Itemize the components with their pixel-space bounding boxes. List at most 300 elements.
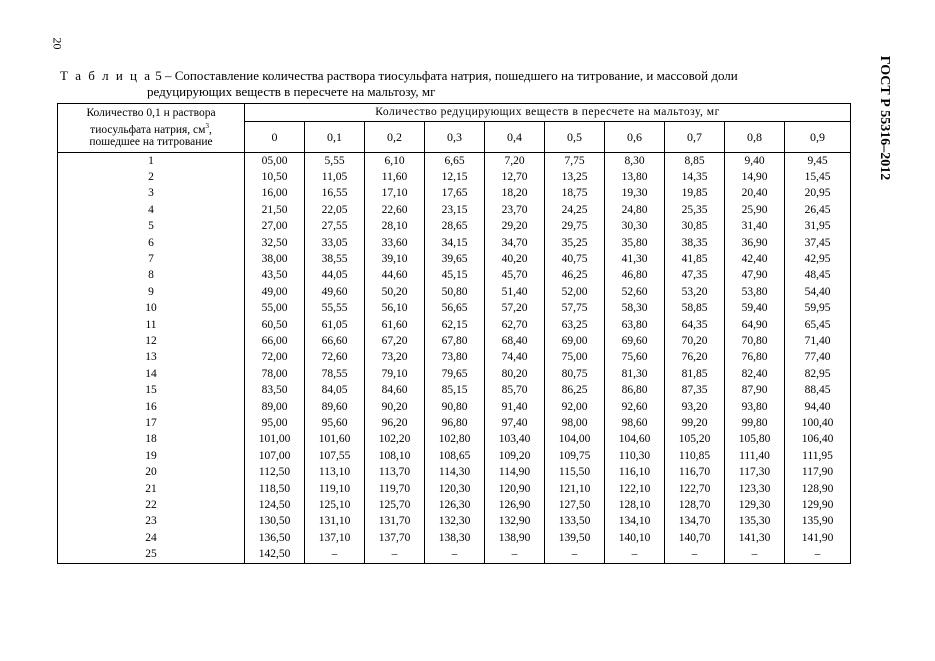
table-row bbox=[58, 251, 851, 267]
table-cell: 79,10 bbox=[365, 366, 425, 382]
table-cell: 42,40 bbox=[725, 251, 785, 267]
table-cell: 109,20 bbox=[485, 448, 545, 464]
table-cell: 17,65 bbox=[425, 186, 485, 202]
table-cell: 66,60 bbox=[305, 333, 365, 349]
table-cell: 108,65 bbox=[425, 448, 485, 464]
table-cell: 133,50 bbox=[545, 514, 605, 530]
column-header: 0,5 bbox=[545, 122, 605, 153]
table-cell: 63,80 bbox=[605, 317, 665, 333]
table-cell: 132,30 bbox=[425, 514, 485, 530]
table-cell: 89,00 bbox=[245, 399, 305, 415]
row-label-cell: 21 bbox=[58, 481, 245, 497]
table-cell: 75,00 bbox=[545, 350, 605, 366]
row-label-cell: 9 bbox=[58, 284, 245, 300]
table-cell: 49,00 bbox=[245, 284, 305, 300]
table-cell: 84,05 bbox=[305, 382, 365, 398]
table-cell: 79,65 bbox=[425, 366, 485, 382]
table-cell: 20,95 bbox=[785, 186, 851, 202]
table-cell: 23,15 bbox=[425, 202, 485, 218]
table-cell: 62,70 bbox=[485, 317, 545, 333]
column-header: 0,4 bbox=[485, 122, 545, 153]
table-cell: 29,75 bbox=[545, 219, 605, 235]
table-row bbox=[58, 530, 851, 546]
table-cell: 110,30 bbox=[605, 448, 665, 464]
table-cell: 111,40 bbox=[725, 448, 785, 464]
table-cell: 7,20 bbox=[485, 153, 545, 170]
row-label-cell: 11 bbox=[58, 317, 245, 333]
table-row bbox=[58, 301, 851, 317]
table-cell: 92,60 bbox=[605, 399, 665, 415]
table-cell: 99,20 bbox=[665, 415, 725, 431]
table-cell: 107,55 bbox=[305, 448, 365, 464]
table-cell: 80,20 bbox=[485, 366, 545, 382]
table-cell: 43,50 bbox=[245, 268, 305, 284]
table-cell: 47,90 bbox=[725, 268, 785, 284]
page-number: 20 bbox=[50, 37, 65, 50]
table-cell: 05,00 bbox=[245, 153, 305, 170]
table-cell: 105,80 bbox=[725, 432, 785, 448]
table-cell: 123,30 bbox=[725, 481, 785, 497]
table-cell: 137,10 bbox=[305, 530, 365, 546]
table-row bbox=[58, 464, 851, 480]
table-cell: 114,30 bbox=[425, 464, 485, 480]
table-cell: 69,00 bbox=[545, 333, 605, 349]
table-cell: 62,15 bbox=[425, 317, 485, 333]
table-cell: 120,90 bbox=[485, 481, 545, 497]
table-cell: 14,90 bbox=[725, 169, 785, 185]
table-cell: 28,65 bbox=[425, 219, 485, 235]
table-cell: 85,15 bbox=[425, 382, 485, 398]
table-cell: – bbox=[305, 546, 365, 563]
table-cell: 22,60 bbox=[365, 202, 425, 218]
table-cell: 8,30 bbox=[605, 153, 665, 170]
table-cell: 50,20 bbox=[365, 284, 425, 300]
table-row bbox=[58, 481, 851, 497]
standard-code: ГОСТ Р 55316–2012 bbox=[877, 55, 892, 181]
table-cell: 27,55 bbox=[305, 219, 365, 235]
table-cell: 89,60 bbox=[305, 399, 365, 415]
table-cell: 7,75 bbox=[545, 153, 605, 170]
table-cell: 33,05 bbox=[305, 235, 365, 251]
row-label-cell: 16 bbox=[58, 399, 245, 415]
table-cell: 44,05 bbox=[305, 268, 365, 284]
table-cell: 45,70 bbox=[485, 268, 545, 284]
table-cell: 47,35 bbox=[665, 268, 725, 284]
table-cell: 41,30 bbox=[605, 251, 665, 267]
table-cell: 31,40 bbox=[725, 219, 785, 235]
table-cell: 38,00 bbox=[245, 251, 305, 267]
table-cell: 67,20 bbox=[365, 333, 425, 349]
table-cell: 88,45 bbox=[785, 382, 851, 398]
table-cell: 19,30 bbox=[605, 186, 665, 202]
table-cell: 54,40 bbox=[785, 284, 851, 300]
table-cell: 59,95 bbox=[785, 301, 851, 317]
table-cell: 98,00 bbox=[545, 415, 605, 431]
table-row bbox=[58, 317, 851, 333]
row-label-cell: 3 bbox=[58, 186, 245, 202]
table-cell: 39,65 bbox=[425, 251, 485, 267]
table-cell: 84,60 bbox=[365, 382, 425, 398]
table-cell: 6,10 bbox=[365, 153, 425, 170]
table-cell: 48,45 bbox=[785, 268, 851, 284]
table-cell: 128,10 bbox=[605, 497, 665, 513]
table-cell: 11,60 bbox=[365, 169, 425, 185]
table-cell: 122,10 bbox=[605, 481, 665, 497]
table-cell: 64,35 bbox=[665, 317, 725, 333]
caption-text-line1: – Сопоставление количества раствора тиосульфата натрия, пошедшего на титрование, и массовой доли bbox=[165, 68, 738, 83]
table-cell: 15,45 bbox=[785, 169, 851, 185]
table-cell: 103,40 bbox=[485, 432, 545, 448]
table-cell: 78,00 bbox=[245, 366, 305, 382]
table-cell: 12,70 bbox=[485, 169, 545, 185]
table-row bbox=[58, 432, 851, 448]
table-cell: 63,25 bbox=[545, 317, 605, 333]
table-cell: 76,20 bbox=[665, 350, 725, 366]
table-cell: 142,50 bbox=[245, 546, 305, 563]
row-label-cell: 24 bbox=[58, 530, 245, 546]
table-cell: 39,10 bbox=[365, 251, 425, 267]
table-cell: 29,20 bbox=[485, 219, 545, 235]
table-cell: 111,95 bbox=[785, 448, 851, 464]
table-cell: 120,30 bbox=[425, 481, 485, 497]
table-cell: 105,20 bbox=[665, 432, 725, 448]
table-cell: 80,75 bbox=[545, 366, 605, 382]
table-cell: 101,60 bbox=[305, 432, 365, 448]
table-cell: 57,75 bbox=[545, 301, 605, 317]
table-cell: 97,40 bbox=[485, 415, 545, 431]
table-cell: 128,90 bbox=[785, 481, 851, 497]
table-cell: 94,40 bbox=[785, 399, 851, 415]
table-cell: 23,70 bbox=[485, 202, 545, 218]
table-cell: 56,65 bbox=[425, 301, 485, 317]
table-cell: 76,80 bbox=[725, 350, 785, 366]
table-cell: 124,50 bbox=[245, 497, 305, 513]
table-cell: 66,00 bbox=[245, 333, 305, 349]
table-cell: 30,85 bbox=[665, 219, 725, 235]
table-cell: 70,20 bbox=[665, 333, 725, 349]
table-cell: 28,10 bbox=[365, 219, 425, 235]
table-cell: 16,00 bbox=[245, 186, 305, 202]
table-row bbox=[58, 497, 851, 513]
table-row bbox=[58, 350, 851, 366]
row-label-cell: 22 bbox=[58, 497, 245, 513]
table-cell: 20,40 bbox=[725, 186, 785, 202]
table-cell: 117,90 bbox=[785, 464, 851, 480]
table-row bbox=[58, 219, 851, 235]
table-cell: 73,80 bbox=[425, 350, 485, 366]
table-cell: 52,00 bbox=[545, 284, 605, 300]
column-header: 0,7 bbox=[665, 122, 725, 153]
row-header-cell bbox=[58, 104, 245, 153]
row-label-cell: 6 bbox=[58, 235, 245, 251]
table-cell: 126,90 bbox=[485, 497, 545, 513]
row-header-line2: тиосульфата натрия, см bbox=[90, 123, 206, 136]
table-cell: 129,90 bbox=[785, 497, 851, 513]
table-cell: 100,40 bbox=[785, 415, 851, 431]
table-cell: 104,00 bbox=[545, 432, 605, 448]
table-cell: 135,90 bbox=[785, 514, 851, 530]
table-cell: 81,85 bbox=[665, 366, 725, 382]
table-cell: 42,95 bbox=[785, 251, 851, 267]
table-cell: 99,80 bbox=[725, 415, 785, 431]
table-cell: 34,70 bbox=[485, 235, 545, 251]
table-cell: 70,80 bbox=[725, 333, 785, 349]
table-cell: 132,90 bbox=[485, 514, 545, 530]
table-cell: 11,05 bbox=[305, 169, 365, 185]
table-cell: 17,10 bbox=[365, 186, 425, 202]
column-header: 0,2 bbox=[365, 122, 425, 153]
table-cell: 71,40 bbox=[785, 333, 851, 349]
table-caption bbox=[60, 68, 850, 100]
table-cell: 122,70 bbox=[665, 481, 725, 497]
table-cell: 125,70 bbox=[365, 497, 425, 513]
table-cell: 116,10 bbox=[605, 464, 665, 480]
row-header-line3: пошедшее на титрование bbox=[89, 136, 213, 149]
column-header: 0,1 bbox=[305, 122, 365, 153]
table-cell: – bbox=[425, 546, 485, 563]
table-cell: 75,60 bbox=[605, 350, 665, 366]
table-row bbox=[58, 546, 851, 563]
table-cell: 24,25 bbox=[545, 202, 605, 218]
table-cell: 19,85 bbox=[665, 186, 725, 202]
table-cell: 18,75 bbox=[545, 186, 605, 202]
row-header-line2-end: , bbox=[208, 123, 212, 136]
table-cell: 87,90 bbox=[725, 382, 785, 398]
row-label-cell: 18 bbox=[58, 432, 245, 448]
table-cell: 91,40 bbox=[485, 399, 545, 415]
table-cell: 26,45 bbox=[785, 202, 851, 218]
table-cell: 106,40 bbox=[785, 432, 851, 448]
table-cell: 44,60 bbox=[365, 268, 425, 284]
table-cell: – bbox=[485, 546, 545, 563]
table-cell: 24,80 bbox=[605, 202, 665, 218]
table-cell: – bbox=[365, 546, 425, 563]
row-label-cell: 4 bbox=[58, 202, 245, 218]
table-cell: 112,50 bbox=[245, 464, 305, 480]
table-cell: 27,00 bbox=[245, 219, 305, 235]
table-row bbox=[58, 366, 851, 382]
table-row bbox=[58, 153, 851, 170]
table-cell: 108,10 bbox=[365, 448, 425, 464]
table-cell: 72,00 bbox=[245, 350, 305, 366]
table-cell: 102,80 bbox=[425, 432, 485, 448]
table-head bbox=[58, 104, 851, 153]
table-cell: 93,20 bbox=[665, 399, 725, 415]
row-label-cell: 14 bbox=[58, 366, 245, 382]
table-cell: 53,20 bbox=[665, 284, 725, 300]
table-cell: 58,30 bbox=[605, 301, 665, 317]
table-cell: 9,45 bbox=[785, 153, 851, 170]
table-cell: 96,20 bbox=[365, 415, 425, 431]
table-row bbox=[58, 415, 851, 431]
data-table bbox=[57, 103, 851, 564]
table-cell: 115,50 bbox=[545, 464, 605, 480]
table-cell: 137,70 bbox=[365, 530, 425, 546]
table-cell: 140,10 bbox=[605, 530, 665, 546]
row-label-cell: 13 bbox=[58, 350, 245, 366]
table-cell: 74,40 bbox=[485, 350, 545, 366]
row-label-cell: 8 bbox=[58, 268, 245, 284]
table-cell: – bbox=[725, 546, 785, 563]
column-header: 0,6 bbox=[605, 122, 665, 153]
table-cell: 37,45 bbox=[785, 235, 851, 251]
table-cell: 95,60 bbox=[305, 415, 365, 431]
table-cell: 102,20 bbox=[365, 432, 425, 448]
table-cell: 114,90 bbox=[485, 464, 545, 480]
group-header: Количество редуцирующих веществ в пересчете на мальтозу, мг bbox=[245, 104, 851, 122]
table-cell: 118,50 bbox=[245, 481, 305, 497]
table-cell: – bbox=[605, 546, 665, 563]
table-cell: 138,30 bbox=[425, 530, 485, 546]
table-cell: 33,60 bbox=[365, 235, 425, 251]
table-cell: 25,35 bbox=[665, 202, 725, 218]
table-cell: 46,25 bbox=[545, 268, 605, 284]
table-cell: 85,70 bbox=[485, 382, 545, 398]
table-cell: 9,40 bbox=[725, 153, 785, 170]
table-cell: 130,50 bbox=[245, 514, 305, 530]
table-cell: 82,40 bbox=[725, 366, 785, 382]
table-cell: 68,40 bbox=[485, 333, 545, 349]
caption-label: Т а б л и ц а bbox=[60, 68, 152, 83]
table-cell: 125,10 bbox=[305, 497, 365, 513]
table-cell: 82,95 bbox=[785, 366, 851, 382]
table-cell: 134,10 bbox=[605, 514, 665, 530]
table-cell: 101,00 bbox=[245, 432, 305, 448]
table-cell: 139,50 bbox=[545, 530, 605, 546]
table-cell: 52,60 bbox=[605, 284, 665, 300]
table-cell: 78,55 bbox=[305, 366, 365, 382]
table-cell: 10,50 bbox=[245, 169, 305, 185]
table-cell: 135,30 bbox=[725, 514, 785, 530]
table-cell: 131,10 bbox=[305, 514, 365, 530]
table-cell: 128,70 bbox=[665, 497, 725, 513]
table-cell: 73,20 bbox=[365, 350, 425, 366]
table-cell: 72,60 bbox=[305, 350, 365, 366]
table-cell: 86,80 bbox=[605, 382, 665, 398]
table-cell: 40,20 bbox=[485, 251, 545, 267]
row-label-cell: 7 bbox=[58, 251, 245, 267]
table-row bbox=[58, 448, 851, 464]
table-cell: 8,85 bbox=[665, 153, 725, 170]
column-header: 0 bbox=[245, 122, 305, 153]
table-cell: 35,80 bbox=[605, 235, 665, 251]
table-cell: 12,15 bbox=[425, 169, 485, 185]
table-cell: 16,55 bbox=[305, 186, 365, 202]
table-cell: 95,00 bbox=[245, 415, 305, 431]
table-cell: – bbox=[665, 546, 725, 563]
row-label-cell: 10 bbox=[58, 301, 245, 317]
table-cell: 35,25 bbox=[545, 235, 605, 251]
table-cell: 25,90 bbox=[725, 202, 785, 218]
column-header: 0,9 bbox=[785, 122, 851, 153]
table-row bbox=[58, 235, 851, 251]
table-cell: 90,80 bbox=[425, 399, 485, 415]
table-cell: 86,25 bbox=[545, 382, 605, 398]
table-cell: 22,05 bbox=[305, 202, 365, 218]
caption-number: 5 bbox=[155, 68, 162, 83]
table-cell: 98,60 bbox=[605, 415, 665, 431]
table-cell: 53,80 bbox=[725, 284, 785, 300]
table-cell: 21,50 bbox=[245, 202, 305, 218]
table-cell: 93,80 bbox=[725, 399, 785, 415]
table-cell: 138,90 bbox=[485, 530, 545, 546]
table-cell: 126,30 bbox=[425, 497, 485, 513]
table-cell: 61,05 bbox=[305, 317, 365, 333]
table-cell: 61,60 bbox=[365, 317, 425, 333]
table-cell: 38,35 bbox=[665, 235, 725, 251]
table-cell: 81,30 bbox=[605, 366, 665, 382]
table-row bbox=[58, 333, 851, 349]
table-cell: 107,00 bbox=[245, 448, 305, 464]
row-label-cell: 2 bbox=[58, 169, 245, 185]
row-label-cell: 12 bbox=[58, 333, 245, 349]
table-row bbox=[58, 284, 851, 300]
table-cell: 46,80 bbox=[605, 268, 665, 284]
table-cell: 56,10 bbox=[365, 301, 425, 317]
table-row bbox=[58, 382, 851, 398]
table-cell: 51,40 bbox=[485, 284, 545, 300]
row-label-cell: 19 bbox=[58, 448, 245, 464]
column-header: 0,3 bbox=[425, 122, 485, 153]
table-cell: 60,50 bbox=[245, 317, 305, 333]
table-cell: 30,30 bbox=[605, 219, 665, 235]
table-row bbox=[58, 514, 851, 530]
table-cell: 49,60 bbox=[305, 284, 365, 300]
row-label-cell: 1 bbox=[58, 153, 245, 170]
table-cell: 55,00 bbox=[245, 301, 305, 317]
table-cell: 6,65 bbox=[425, 153, 485, 170]
table-row bbox=[58, 186, 851, 202]
row-label-cell: 20 bbox=[58, 464, 245, 480]
table-row bbox=[58, 202, 851, 218]
table-cell: 50,80 bbox=[425, 284, 485, 300]
table-cell: 34,15 bbox=[425, 235, 485, 251]
table-cell: 57,20 bbox=[485, 301, 545, 317]
table-cell: 109,75 bbox=[545, 448, 605, 464]
table-cell: 59,40 bbox=[725, 301, 785, 317]
table-cell: 64,90 bbox=[725, 317, 785, 333]
table-cell: 129,30 bbox=[725, 497, 785, 513]
row-label-cell: 15 bbox=[58, 382, 245, 398]
table-row bbox=[58, 268, 851, 284]
table-cell: 31,95 bbox=[785, 219, 851, 235]
table-cell: 87,35 bbox=[665, 382, 725, 398]
row-label-cell: 25 bbox=[58, 546, 245, 563]
table-cell: 5,55 bbox=[305, 153, 365, 170]
table-cell: 45,15 bbox=[425, 268, 485, 284]
row-label-cell: 5 bbox=[58, 219, 245, 235]
table-row bbox=[58, 169, 851, 185]
table-cell: 58,85 bbox=[665, 301, 725, 317]
table-cell: 90,20 bbox=[365, 399, 425, 415]
column-header: 0,8 bbox=[725, 122, 785, 153]
table-cell: 140,70 bbox=[665, 530, 725, 546]
table-cell: 38,55 bbox=[305, 251, 365, 267]
table-cell: 127,50 bbox=[545, 497, 605, 513]
row-header-sup: 3 bbox=[205, 121, 209, 130]
table-header-row bbox=[58, 104, 851, 122]
table-cell: 117,30 bbox=[725, 464, 785, 480]
table-cell: 13,80 bbox=[605, 169, 665, 185]
table-body bbox=[58, 153, 851, 564]
table-cell: 77,40 bbox=[785, 350, 851, 366]
table-cell: 119,70 bbox=[365, 481, 425, 497]
table-cell: 96,80 bbox=[425, 415, 485, 431]
table-cell: 67,80 bbox=[425, 333, 485, 349]
table-cell: 141,90 bbox=[785, 530, 851, 546]
table-cell: 40,75 bbox=[545, 251, 605, 267]
table-cell: 113,10 bbox=[305, 464, 365, 480]
